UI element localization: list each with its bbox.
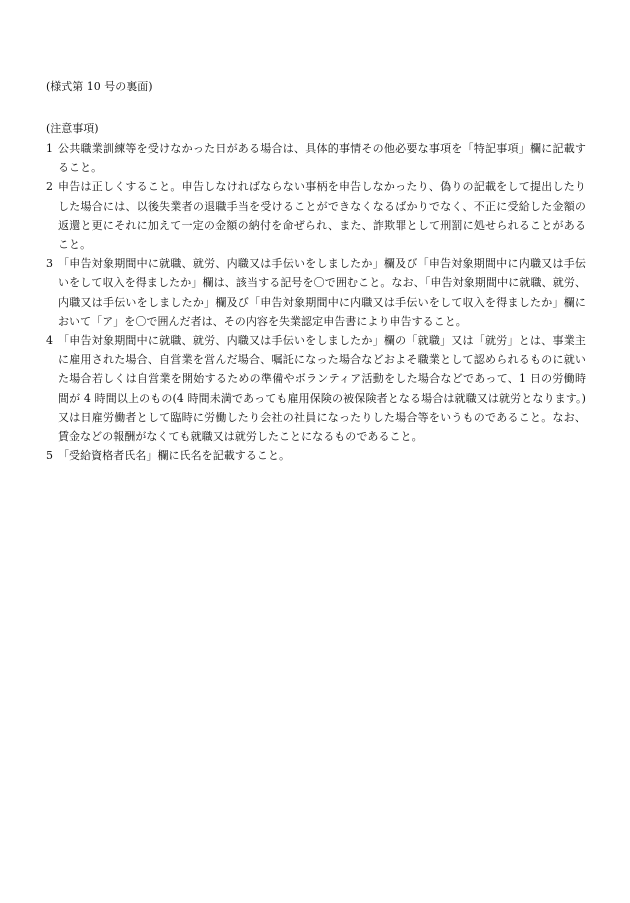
note-text: 「申告対象期間中に就職、就労、内職又は手伝いをしましたか」欄及び「申告対象期間中に内職又は手伝いをして収入を得ましたか」欄は、該当する記号を〇で囲むこと。なお、「申告対象期間中に就職、就労、内職又は手伝いをしましたか」欄及び「申告対象期間中に内職又は手伝いをして収入を得ましたか」欄において「ア」を〇で囲んだ者は、その内容を失業認定申告書により申告すること。: [58, 257, 586, 328]
note-text: 申告は正しくすること。申告しなければならない事柄を申告しなかったり、偽りの記載をして提出したりした場合には、以後失業者の退職手当を受けることができなくなるばかりでなく、不正に受給した金額の返還と更にそれに加えて一定の金額の納付を命ぜられ、また、詐欺罪として刑罰に処せられることがあること。: [58, 180, 586, 252]
note-item-1: [46, 139, 586, 177]
notes-heading: (注意事項): [46, 122, 99, 135]
note-item-2: [46, 177, 586, 254]
note-number: 1: [46, 142, 54, 155]
note-number: 5: [46, 449, 54, 463]
note-number: 3: [46, 257, 54, 271]
note-text: 「申告対象期間中に就職、就労、内職又は手伝いをしましたか」欄の「就職」又は「就労」とは、事業主に雇用された場合、自営業を営んだ場合、嘱託になった場合などおよそ職業として認められるものに就いた場合若しくは自営業を開始するための準備やボランティア活動をした場合などであって、1 日の労働時間が 4 時間以上のもの(4 時間未満であっても雇用保険の被保険者となる場合は就職又は就労となります。)又は日雇労働者として臨時に労働したり会社の社員になったりした場合等をいうものであること。なお、賃金などの報酬がなくても就職又は就労したことになるものであること。: [58, 334, 586, 444]
form-reference: (様式第 10 号の裏面): [46, 80, 153, 93]
note-item-3: [46, 254, 586, 331]
note-number: 4: [46, 334, 54, 348]
note-number: 2: [46, 180, 54, 194]
note-text: 「受給資格者氏名」欄に氏名を記載すること。: [58, 449, 291, 463]
note-text: 公共職業訓練等を受けなかった日がある場合は、具体的事情その他必要な事項を「特記事項」欄に記載すること。: [58, 142, 586, 175]
note-item-4: [46, 331, 586, 446]
notes-list: [46, 139, 586, 465]
note-item-5: [46, 446, 586, 465]
